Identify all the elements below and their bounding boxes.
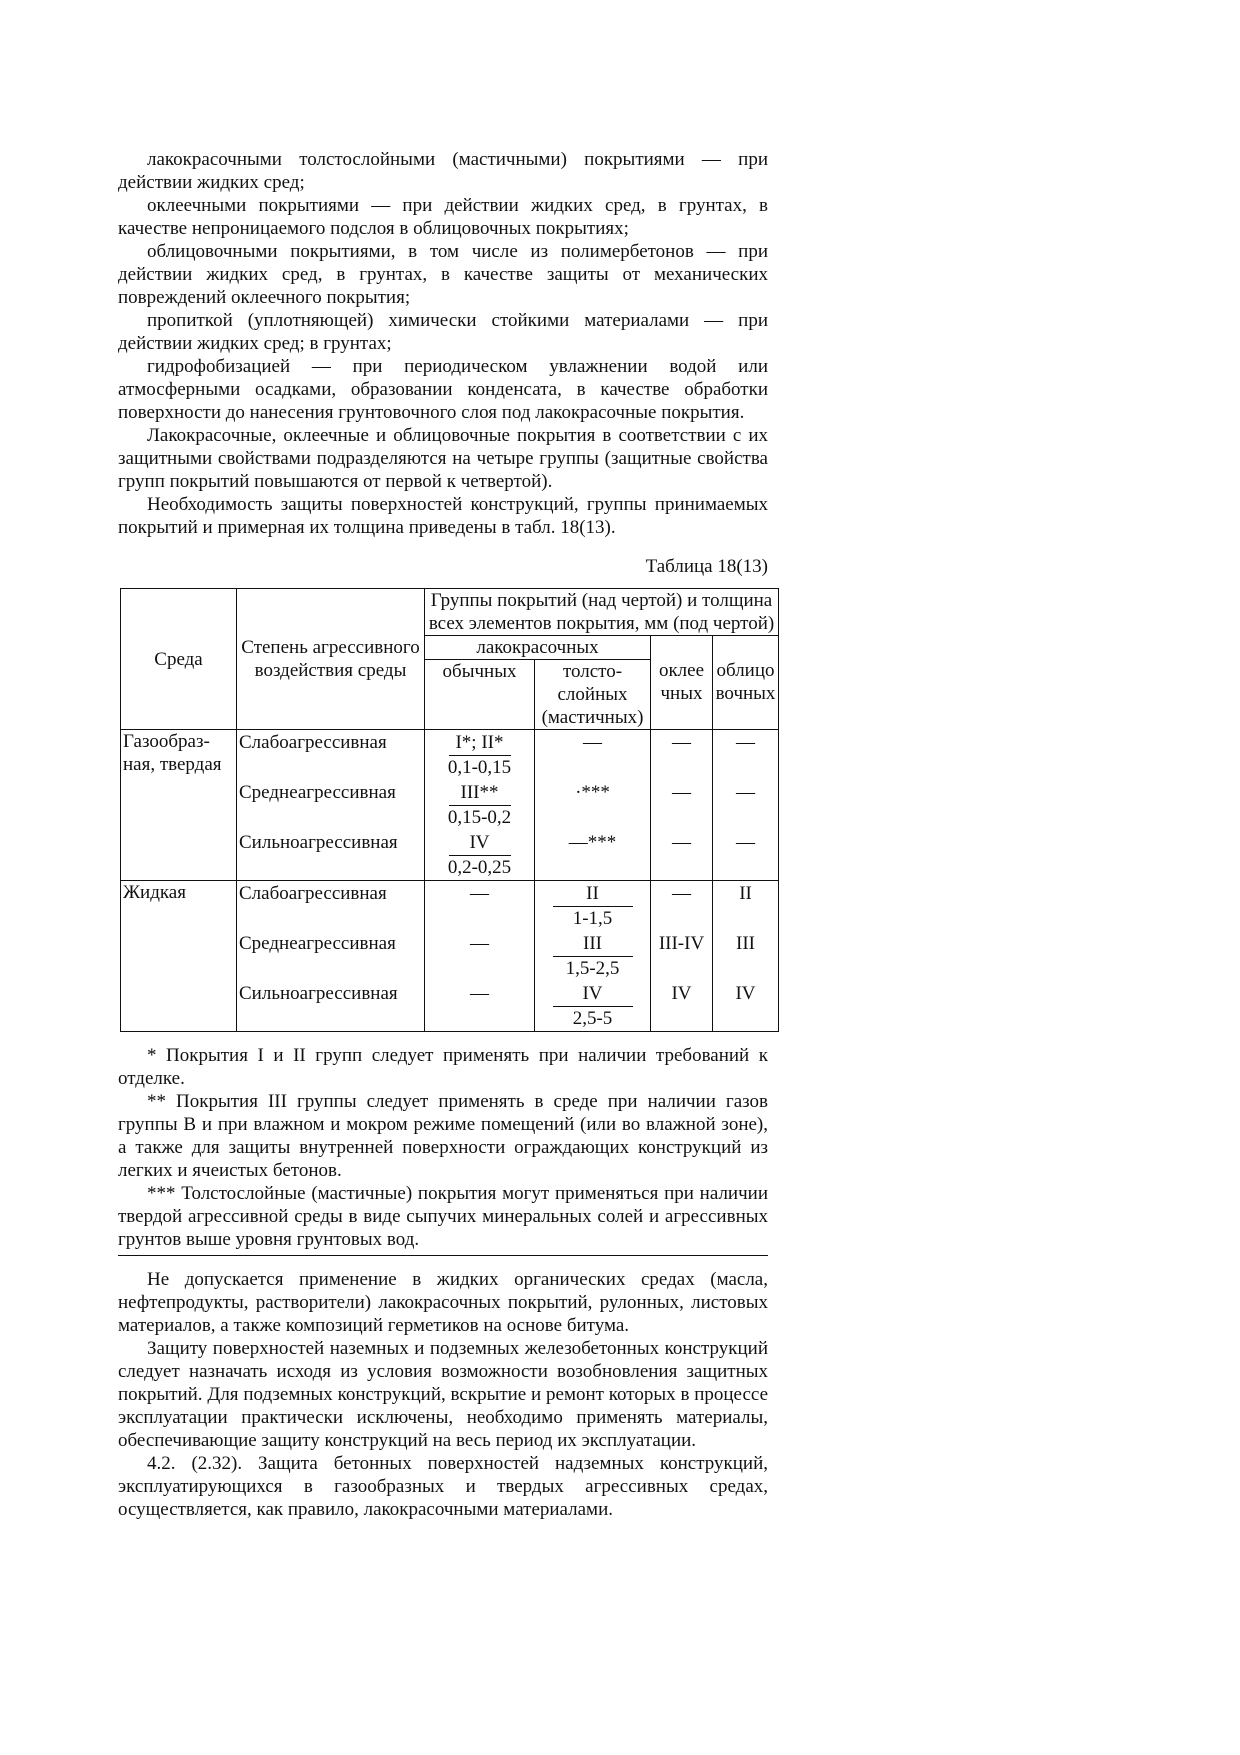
- value: III: [736, 933, 755, 954]
- footnote: * Покрытия I и II групп следует применять при наличии требований к отделке.: [118, 1045, 768, 1089]
- coatings-table: [120, 588, 779, 1032]
- header-facing-text: облицовочных: [715, 660, 776, 704]
- cell-medium-gas: Газообраз-ная, твердая: [121, 730, 237, 881]
- paragraph: облицовочными покрытиями, в том числе из полимербетонов — при действии жидких сред, в грунтах, в качестве защиты от механических повреждений оклеечного покрытия;: [118, 241, 768, 308]
- thickness-value: 0,2-0,25: [447, 857, 512, 878]
- thickness-value: 1,5-2,5: [565, 958, 620, 979]
- value: —***: [568, 832, 617, 853]
- document-page: [118, 148, 776, 1521]
- paragraph: лакокрасочными толстослойными (мастичными) покрытиями — при действии жидких сред;: [118, 149, 768, 193]
- value: IV: [671, 983, 692, 1004]
- value: II: [739, 883, 752, 904]
- value: —: [736, 782, 756, 803]
- header-paint: лакокрасочных: [425, 636, 651, 660]
- group-value: I*; II*: [449, 731, 511, 756]
- degree-medium: Среднеагрессивная: [239, 933, 396, 954]
- value: —: [672, 732, 691, 753]
- paragraph: гидрофобизацией — при периодическом увлажнении водой или атмосферными осадками, образовании конденсата, в качестве обработки поверхности до нанесения грунтовочного слоя под лакокрасочные покрытия.: [118, 356, 768, 423]
- paragraph: Лакокрасочные, оклеечные и облицовочные покрытия в соответствии с их защитными свойствами подразделяются на четыре группы (защитные свойства групп покрытий повышаются от первой к четвертой).: [118, 425, 768, 492]
- cell-facing-gas: [713, 730, 779, 881]
- paragraph: Не допускается применение в жидких органических средах (масла, нефтепродукты, растворители) лакокрасочных покрытий, рулонных, листовых материалов, а также композиций герметиков на основе битума.: [118, 1269, 768, 1336]
- thickness-value: 1-1,5: [572, 908, 613, 929]
- cell-ordinary-gas: [425, 730, 535, 881]
- footnote-divider: [118, 1255, 768, 1256]
- paragraph: Защиту поверхностей наземных и подземных железобетонных конструкций следует назначать исходя из условия возможности возобновления защитных покрытий. Для подземных конструкций, вскрытие и ремонт которых в процессе эксплуатации практически исключены, необходимо применять материалы, обеспечивающие защиту конструкций на весь период их эксплуатации.: [118, 1338, 768, 1451]
- cell-degrees-gas: [237, 730, 425, 881]
- group-value: III**: [449, 781, 511, 806]
- cell-facing-liquid: [713, 881, 779, 1032]
- value: III-IV: [658, 933, 705, 954]
- header-glued: [651, 636, 713, 730]
- cell-thick-gas: [535, 730, 651, 881]
- thickness-value: 2,5-5: [572, 1008, 613, 1029]
- paragraph: пропиткой (уплотняющей) химически стойкими материалами — при действии жидких сред; в грунтах;: [118, 310, 768, 354]
- value: —: [470, 933, 489, 954]
- header-degree: Степень агрессивного воздействия среды: [237, 589, 425, 730]
- header-groups: Группы покрытий (над чертой) и толщина всех элементов покрытия, мм (под чертой): [425, 589, 779, 636]
- header-facing: [713, 636, 779, 730]
- value: —: [672, 832, 691, 853]
- degree-strong: Сильноагрессивная: [239, 832, 398, 853]
- group-value: IV: [553, 982, 633, 1007]
- header-ordinary: обычных: [425, 660, 535, 730]
- value: —: [672, 782, 691, 803]
- group-value: IV: [449, 831, 511, 856]
- value: ·***: [575, 782, 610, 803]
- paragraph: оклеечными покрытиями — при действии жидких сред, в грунтах, в качестве непроницаемого подслоя в облицовочных покрытиях;: [118, 195, 768, 239]
- footnote: ** Покрытия III группы следует применять в среде при наличии газов группы В и при влажном и мокром режиме помещений (или во влажной зоне), а также для защиты внутренней поверхности ограждающих конструкций из легких и ячеистых бетонов.: [118, 1091, 768, 1181]
- thickness-value: 0,1-0,15: [447, 757, 512, 778]
- cell-degrees-liquid: [237, 881, 425, 1032]
- value: —: [736, 832, 756, 853]
- value: —: [672, 883, 691, 904]
- footnotes: [118, 1044, 768, 1251]
- group-value: II: [553, 882, 633, 907]
- cell-glued-gas: [651, 730, 713, 881]
- value: —: [736, 732, 756, 753]
- cell-ordinary-liquid: [425, 881, 535, 1032]
- cell-glued-liquid: [651, 881, 713, 1032]
- group-value: III: [553, 932, 633, 957]
- degree-medium: Среднеагрессивная: [239, 782, 396, 803]
- paragraph: 4.2. (2.32). Защита бетонных поверхностей надземных конструкций, эксплуатирующихся в газообразных и твердых агрессивных средах, осуществляется, как правило, лакокрасочными материалами.: [118, 1453, 768, 1520]
- degree-weak: Слабоагрессивная: [239, 732, 387, 753]
- degree-strong: Сильноагрессивная: [239, 983, 398, 1004]
- value: IV: [735, 983, 756, 1004]
- header-glued-text: оклеечных: [658, 660, 705, 704]
- degree-weak: Слабоагрессивная: [239, 883, 387, 904]
- table-caption: Таблица 18(13): [645, 556, 768, 577]
- cell-medium-liquid: Жидкая: [121, 881, 237, 1032]
- header-medium: Среда: [121, 589, 237, 730]
- value: —: [470, 983, 489, 1004]
- paragraph: Необходимость защиты поверхностей конструкций, группы принимаемых покрытий и примерная их толщина приведены в табл. 18(13).: [118, 494, 768, 538]
- header-thick: толсто-слойных (мастичных): [535, 660, 651, 730]
- value: —: [470, 883, 489, 904]
- thickness-value: 0,15-0,2: [447, 807, 512, 828]
- value: —: [583, 732, 602, 753]
- cell-thick-liquid: [535, 881, 651, 1032]
- footnote: *** Толстослойные (мастичные) покрытия могут применяться при наличии твердой агрессивной среды в виде сыпучих минеральных солей и агрессивных грунтов выше уровня грунтовых вод.: [118, 1183, 768, 1250]
